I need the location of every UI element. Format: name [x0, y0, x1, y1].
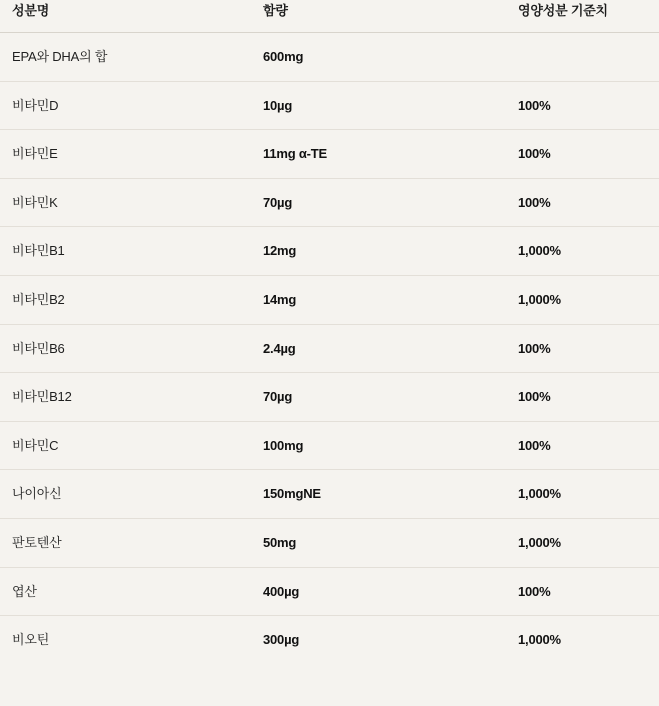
table-row — [0, 33, 659, 82]
cell-ingredient-name: 비타민B6 — [0, 324, 263, 373]
cell-amount: 12mg — [263, 227, 518, 276]
cell-daily-value: 100% — [518, 373, 659, 422]
table-row — [0, 130, 659, 179]
cell-ingredient-name: EPA와 DHA의 합 — [0, 33, 263, 82]
cell-amount: 600mg — [263, 33, 518, 82]
table-row — [0, 373, 659, 422]
table-header — [0, 0, 659, 33]
cell-amount: 11mg α-TE — [263, 130, 518, 179]
cell-ingredient-name: 비타민E — [0, 130, 263, 179]
cell-amount: 70µg — [263, 178, 518, 227]
cell-amount: 300µg — [263, 632, 300, 648]
cell-amount: 2.4µg — [263, 324, 518, 373]
table-row — [0, 470, 659, 519]
cell-daily-value: 100% — [518, 324, 659, 373]
cell-amount: 10µg — [263, 81, 518, 130]
cell-daily-value — [518, 33, 659, 82]
cell-daily-value: 100% — [518, 421, 659, 470]
cell-amount: 50mg — [263, 518, 518, 567]
cell-ingredient-name: 비타민K — [0, 178, 263, 227]
cell-amount: 150mgNE — [263, 470, 518, 519]
table-row — [0, 616, 659, 664]
cell-amount: 70µg — [263, 373, 518, 422]
cell-ingredient-name: 비타민B12 — [0, 373, 263, 422]
column-header-amount: 함량 — [263, 0, 518, 33]
cell-daily-value: 100% — [518, 178, 659, 227]
cell-daily-value: 1,000% — [518, 227, 659, 276]
cell-ingredient-name: 비타민B1 — [0, 227, 263, 276]
cell-ingredient-name: 비오틴 — [12, 632, 50, 648]
table-row — [0, 275, 659, 324]
table-body — [0, 33, 659, 664]
cell-ingredient-name: 나이아신 — [0, 470, 263, 519]
cell-ingredient-name: 판토텐산 — [0, 518, 263, 567]
cell-ingredient-name: 비타민C — [0, 421, 263, 470]
cell-ingredient-name: 비타민B2 — [0, 275, 263, 324]
column-header-ingredient: 성분명 — [0, 0, 263, 33]
cell-daily-value: 1,000% — [518, 518, 659, 567]
table-row — [0, 324, 659, 373]
table-row — [0, 227, 659, 276]
table-row — [0, 421, 659, 470]
table-row — [0, 567, 659, 616]
cell-daily-value: 100% — [518, 130, 659, 179]
table-row — [0, 178, 659, 227]
cell-daily-value: 1,000% — [518, 632, 561, 648]
cell-amount: 100mg — [263, 421, 518, 470]
column-header-daily-value: 영양성분 기준치 — [518, 0, 659, 33]
cell-daily-value: 100% — [518, 81, 659, 130]
table-row — [0, 81, 659, 130]
cell-daily-value: 1,000% — [518, 470, 659, 519]
table-header-row — [0, 0, 659, 33]
cell-ingredient-name: 비타민D — [0, 81, 263, 130]
cell-ingredient-name: 엽산 — [0, 567, 263, 616]
cell-amount: 14mg — [263, 275, 518, 324]
table-row — [0, 518, 659, 567]
cell-daily-value: 100% — [518, 567, 659, 616]
cell-daily-value: 1,000% — [518, 275, 659, 324]
cell-amount: 400µg — [263, 567, 518, 616]
